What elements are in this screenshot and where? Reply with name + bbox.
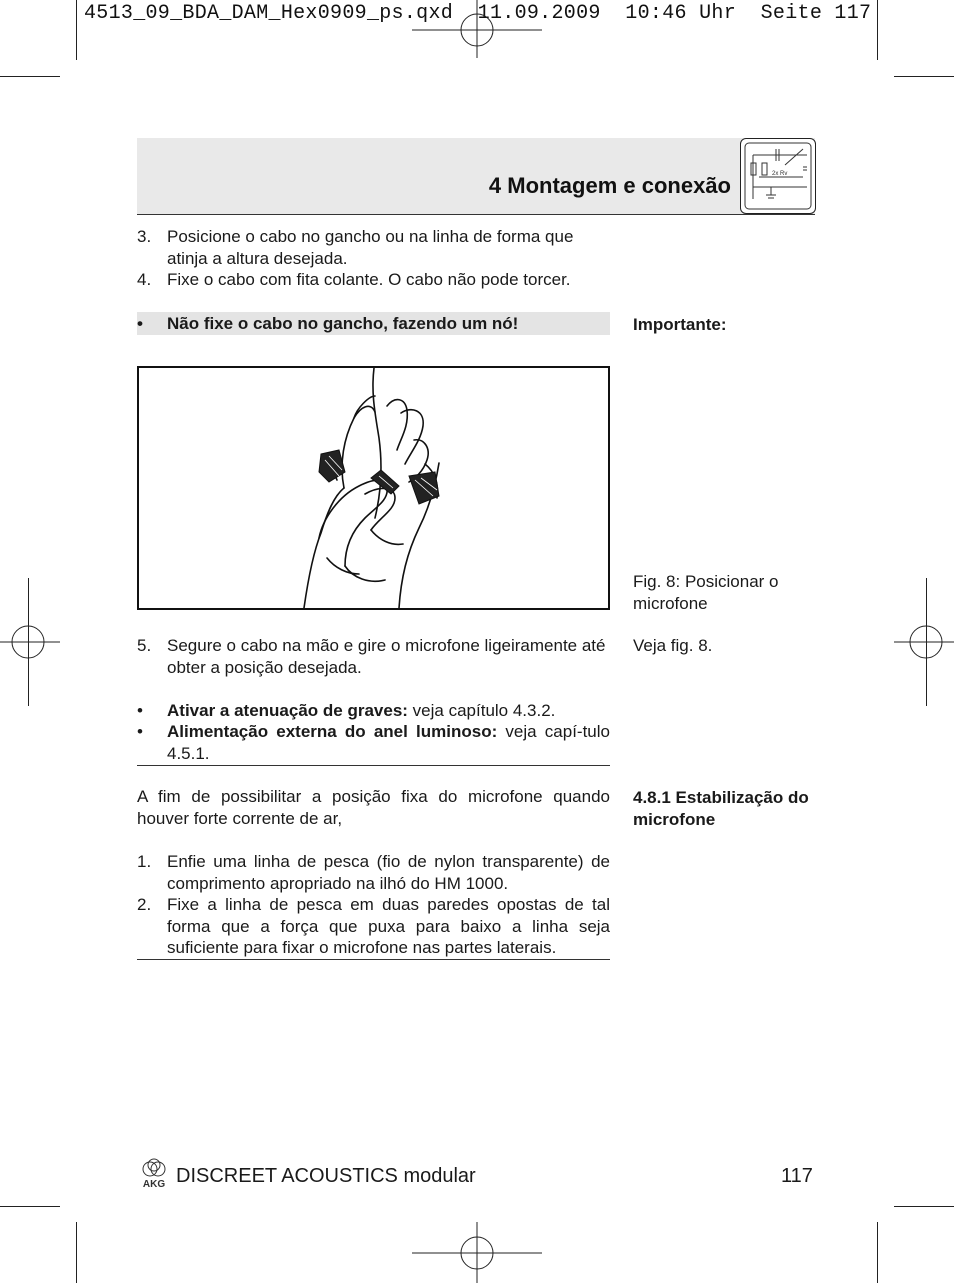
page-number: 117 <box>781 1165 813 1187</box>
step-number: 4. <box>137 270 152 289</box>
section-heading: 4.8.1 Estabilização do microfone <box>633 788 809 829</box>
step-text: Segure o cabo na mão e gire o microfone ligeiramente até obter a posição desejada. <box>167 636 606 677</box>
figure-8-frame <box>137 366 610 610</box>
akg-logo <box>137 1157 171 1191</box>
bullet-ref: veja capí-tulo 4.5.1. <box>167 722 610 763</box>
print-slug-line: 4513_09_BDA_DAM_Hex0909_ps.qxd 11.09.2009 10:46 Uhr Seite 117 <box>84 2 872 25</box>
bullet-item <box>167 700 610 722</box>
svg-text:2x Rv: 2x Rv <box>772 171 788 177</box>
bullet-term: Ativar a atenuação de graves: <box>167 701 408 720</box>
warning-bullet: • <box>137 314 143 333</box>
bullet-marker: • <box>137 701 143 720</box>
step-number: 1. <box>137 852 152 871</box>
step-text: Fixe a linha de pesca em duas paredes opostas de tal forma que a força que puxa para baixo a linha seja suficiente para fixar o microfone nas partes laterais. <box>167 895 610 957</box>
bullet-term: Alimentação externa do anel luminoso: <box>167 722 498 741</box>
bullet-ref: veja capítulo 4.3.2. <box>407 701 556 720</box>
importante-label: Importante: <box>633 315 727 334</box>
section-divider <box>137 959 610 960</box>
step-number: 5. <box>137 636 152 655</box>
step-number: 2. <box>137 895 152 914</box>
bullet-item <box>167 721 610 764</box>
step-text: Enfie uma linha de pesca (fio de nylon transparente) de comprimento apropriado na ilhó do HM 1000. <box>167 852 610 893</box>
bullet-marker: • <box>137 722 143 741</box>
step-text: Fixe o cabo com fita colante. O cabo não pode torcer. <box>167 270 571 289</box>
figure-caption: Fig. 8: Posicionar o microfone <box>633 572 779 613</box>
section-divider <box>137 765 610 766</box>
chapter-title: 4 Montagem e conexão <box>488 173 731 198</box>
warning-text: Não fixe o cabo no gancho, fazendo um nó! <box>167 314 519 333</box>
step-text: Posicione o cabo no gancho ou na linha de forma que atinja a altura desejada. <box>167 227 574 268</box>
section-intro: A fim de possibilitar a posição fixa do microfone quando houver forte corrente de ar, <box>137 787 610 828</box>
see-figure-note: Veja fig. 8. <box>633 636 713 655</box>
svg-text:AKG: AKG <box>142 1179 166 1190</box>
step-number: 3. <box>137 227 152 246</box>
circuit-diagram-icon <box>740 138 816 214</box>
product-name: DISCREET ACOUSTICS modular <box>176 1165 476 1187</box>
hand-holding-microphone-illustration <box>139 368 608 608</box>
